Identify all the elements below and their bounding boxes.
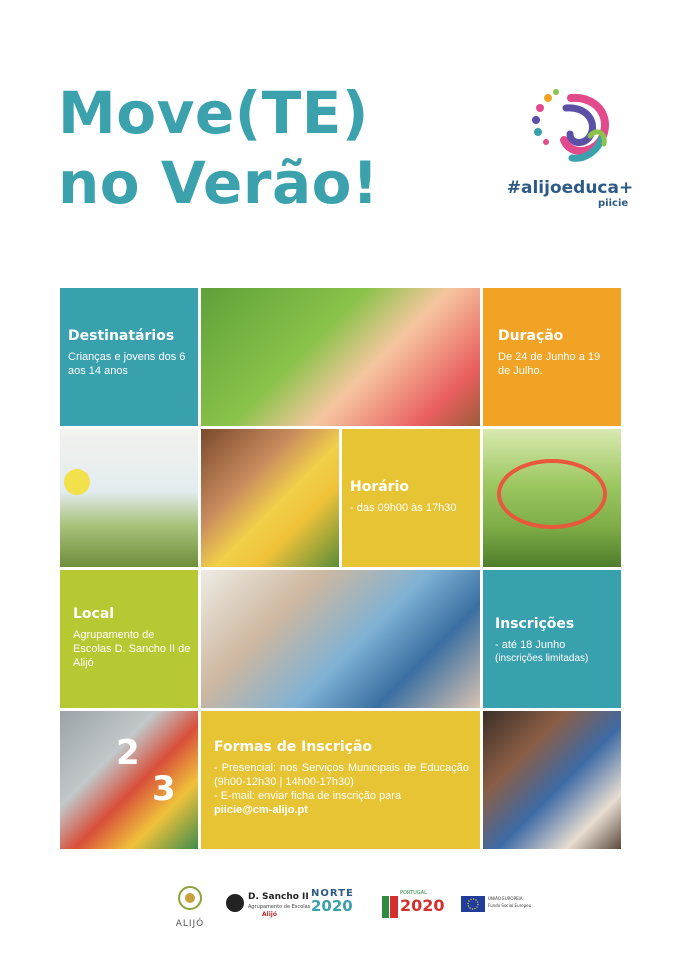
inscricoes-title: Inscrições bbox=[495, 616, 575, 632]
title-line-2: no Verão! bbox=[58, 149, 379, 217]
local-title: Local bbox=[73, 606, 115, 622]
duracao-text: De 24 de Junho a 19 de Julho. bbox=[498, 351, 601, 377]
brand-tagline: #alijoeduca+ bbox=[506, 178, 634, 198]
brand-subtitle: piicie bbox=[598, 198, 629, 209]
sancho-place: Alijó bbox=[262, 911, 277, 918]
duracao-title: Duração bbox=[498, 328, 564, 344]
alijoeduca-logo bbox=[498, 88, 638, 208]
alijo-logo-text: ALIJÓ bbox=[175, 919, 205, 929]
hopscotch-photo: 2 3 bbox=[60, 711, 198, 849]
formas-email-link[interactable]: piicie@cm-alijo.pt bbox=[214, 804, 308, 816]
destinatarios-text: Crianças e jovens dos 6 aos 14 anos bbox=[68, 351, 186, 377]
norte-2020-logo bbox=[311, 888, 363, 924]
page-title bbox=[58, 78, 458, 218]
title-line-1: Move(TE) bbox=[58, 79, 369, 147]
swirl-logo-icon bbox=[526, 88, 616, 168]
destinatarios-box bbox=[60, 288, 198, 426]
footer-logos bbox=[0, 878, 679, 938]
inscricoes-line-2: (inscrições limitadas) bbox=[495, 653, 589, 664]
girl-binoculars-photo bbox=[201, 429, 339, 567]
horario-text: - das 09h00 às 17h30 bbox=[350, 502, 457, 514]
alijo-logo bbox=[170, 884, 210, 930]
eu-line-2: Fundo Social Europeu bbox=[488, 903, 532, 908]
crafts-class-photo bbox=[201, 570, 480, 708]
alijo-emblem-icon bbox=[170, 884, 210, 914]
eu-line-1: UNIÃO EUROPEIA bbox=[488, 896, 523, 901]
formas-title: Formas de Inscrição bbox=[214, 739, 373, 755]
hula-hoop-photo bbox=[483, 429, 621, 567]
local-box bbox=[60, 570, 198, 708]
portugal-year: 2020 bbox=[400, 896, 445, 915]
girls-field-photo bbox=[60, 429, 198, 567]
eu-logo bbox=[461, 894, 532, 918]
formas-inscricao-box bbox=[201, 711, 480, 849]
horario-title: Horário bbox=[350, 479, 410, 495]
inscricoes-line-1: - até 18 Junho bbox=[495, 639, 566, 651]
sancho-sub: Agrupamento de Escolas bbox=[248, 904, 311, 910]
robotics-photo bbox=[483, 711, 621, 849]
duracao-box bbox=[483, 288, 621, 426]
horario-box bbox=[342, 429, 480, 567]
norte-year: 2020 bbox=[311, 897, 353, 915]
eu-flag-icon bbox=[461, 896, 485, 912]
portugal-emblem-icon bbox=[382, 896, 398, 918]
sancho-logo bbox=[226, 890, 311, 926]
portugal-2020-logo bbox=[382, 890, 444, 922]
sancho-emblem-icon bbox=[226, 894, 244, 912]
inscricoes-box bbox=[483, 570, 621, 708]
sancho-name: D. Sancho II bbox=[248, 892, 309, 902]
kids-grass-photo bbox=[201, 288, 480, 426]
portugal-text: PORTUGAL bbox=[400, 890, 427, 896]
destinatarios-title: Destinatários bbox=[68, 328, 175, 344]
local-text: Agrupamento de Escolas D. Sancho II de Alijó bbox=[73, 629, 191, 669]
norte-text: NORTE bbox=[311, 888, 354, 899]
formas-line-1: - Presencial: nos Serviços Municipais de Educação (9h00-12h30 | 14h00-17h30) bbox=[214, 762, 469, 788]
formas-line-2: - E-mail: enviar ficha de inscrição para bbox=[214, 790, 402, 802]
